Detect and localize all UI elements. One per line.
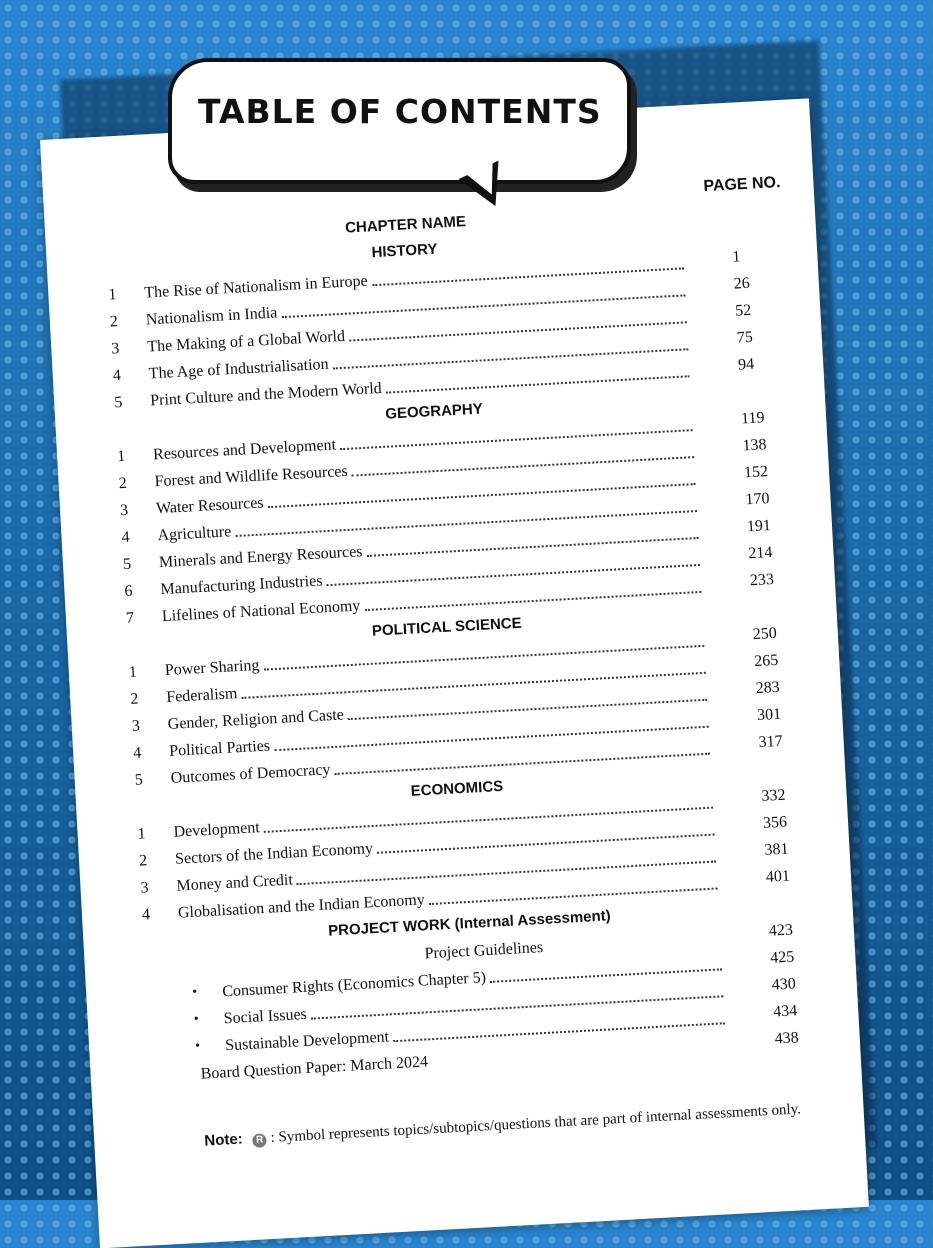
page-no-header: PAGE NO. bbox=[703, 174, 781, 196]
page-number: 438 bbox=[774, 1029, 800, 1048]
page-number: 138 bbox=[742, 436, 767, 455]
page-number: 119 bbox=[740, 409, 765, 428]
project-guidelines-title: Project Guidelines bbox=[424, 938, 544, 963]
section-heading-political-science: POLITICAL SCIENCE bbox=[371, 614, 523, 640]
chapter-number: 1 bbox=[108, 286, 117, 304]
page-number: 1 bbox=[731, 248, 741, 266]
chapter-title: Print Culture and the Modern World bbox=[149, 379, 383, 410]
note-text: : Symbol represents topics/subtopics/questions that are part of internal assessments only. bbox=[270, 1101, 802, 1146]
chapter-title: Water Resources bbox=[155, 494, 264, 518]
chapter-title: Federalism bbox=[165, 685, 238, 706]
chapter-name-header: CHAPTER NAME bbox=[344, 213, 467, 237]
chapter-number: 6 bbox=[124, 582, 133, 601]
chapter-title: Development bbox=[173, 819, 261, 841]
page-number: 425 bbox=[769, 948, 795, 967]
chapter-number: 5 bbox=[122, 555, 132, 574]
chapter-number: 3 bbox=[131, 717, 141, 735]
section-heading-economics: ECONOMICS bbox=[410, 777, 504, 800]
chapter-title: Money and Credit bbox=[176, 871, 294, 895]
page-number: 423 bbox=[768, 921, 794, 940]
page-number: 265 bbox=[753, 651, 779, 671]
chapter-number: 2 bbox=[138, 852, 148, 870]
chapter-title: Power Sharing bbox=[164, 656, 260, 680]
chapter-number: 4 bbox=[112, 366, 122, 385]
page-number: 250 bbox=[752, 624, 778, 644]
chapter-number: 1 bbox=[128, 663, 138, 681]
chapter-number: 2 bbox=[129, 690, 139, 708]
contents-sheet bbox=[40, 98, 869, 1248]
page-number: 170 bbox=[745, 490, 770, 509]
page-title: TABLE OF CONTENTS bbox=[198, 92, 602, 131]
chapter-number: 2 bbox=[109, 313, 119, 331]
page-number: 75 bbox=[736, 328, 754, 347]
chapter-title: The Age of Industrialisation bbox=[148, 355, 329, 383]
chapter-title: Forest and Wildlife Resources bbox=[154, 462, 349, 491]
chapter-title: Nationalism in India bbox=[145, 304, 278, 329]
chapter-number: 3 bbox=[119, 501, 129, 520]
project-item-title: Consumer Rights (Economics Chapter 5) bbox=[221, 969, 487, 1001]
board-paper-title: Board Question Paper: March 2024 bbox=[200, 1053, 429, 1083]
project-item-title: Sustainable Development bbox=[224, 1028, 390, 1055]
bullet: • bbox=[194, 1038, 201, 1054]
page-number: 317 bbox=[758, 732, 784, 752]
chapter-title: The Making of a Global World bbox=[146, 327, 346, 356]
chapter-number: 4 bbox=[132, 744, 142, 762]
chapter-title: The Rise of Nationalism in Europe bbox=[143, 272, 369, 302]
chapter-title: Political Parties bbox=[168, 737, 271, 760]
section-heading-geography: GEOGRAPHY bbox=[384, 400, 484, 423]
chapter-number: 3 bbox=[110, 340, 120, 358]
chapter-title: Agriculture bbox=[157, 523, 232, 545]
page-number: 233 bbox=[749, 570, 775, 590]
page-number: 214 bbox=[747, 544, 773, 563]
page-number: 26 bbox=[733, 274, 751, 293]
chapter-number: 4 bbox=[121, 528, 131, 547]
page-number: 52 bbox=[734, 301, 752, 320]
chapter-number: 5 bbox=[134, 771, 144, 789]
page-number: 332 bbox=[761, 786, 786, 805]
page-number: 430 bbox=[771, 975, 797, 994]
page-number: 401 bbox=[765, 867, 791, 886]
page-number: 283 bbox=[755, 678, 781, 698]
chapter-title: Gender, Religion and Caste bbox=[167, 706, 345, 733]
footnote bbox=[204, 1100, 801, 1150]
project-item-title: Social Issues bbox=[223, 1005, 308, 1028]
chapter-number: 5 bbox=[113, 393, 123, 412]
page-number: 191 bbox=[746, 517, 772, 536]
chapter-number: 1 bbox=[137, 825, 147, 843]
chapter-title: Sectors of the Indian Economy bbox=[174, 840, 374, 868]
chapter-title: Globalisation and the Indian Economy bbox=[177, 891, 426, 922]
chapter-number: 3 bbox=[140, 879, 150, 897]
chapter-title: Outcomes of Democracy bbox=[170, 761, 331, 787]
section-heading-project-work: PROJECT WORK (Internal Assessment) bbox=[327, 907, 612, 940]
chapter-title: Lifelines of National Economy bbox=[161, 597, 361, 626]
page-number: 381 bbox=[764, 840, 789, 859]
chapter-title: Manufacturing Industries bbox=[160, 572, 323, 599]
internal-assessment-icon: R bbox=[252, 1133, 267, 1148]
page-number: 301 bbox=[756, 705, 782, 725]
chapter-number: 2 bbox=[118, 474, 128, 493]
page-number: 434 bbox=[772, 1002, 798, 1021]
page-number: 152 bbox=[743, 463, 769, 482]
chapter-title: Resources and Development bbox=[152, 436, 337, 464]
chapter-number: 4 bbox=[141, 906, 151, 924]
chapter-number: 7 bbox=[125, 609, 135, 628]
bullet: • bbox=[191, 984, 198, 1000]
chapter-title: Minerals and Energy Resources bbox=[158, 543, 363, 572]
bullet: • bbox=[193, 1011, 200, 1027]
section-heading-history: HISTORY bbox=[371, 240, 438, 262]
page-number: 356 bbox=[762, 813, 788, 832]
chapter-number: 1 bbox=[116, 447, 126, 466]
page-number: 94 bbox=[737, 355, 755, 374]
note-label: Note: bbox=[203, 1130, 244, 1150]
